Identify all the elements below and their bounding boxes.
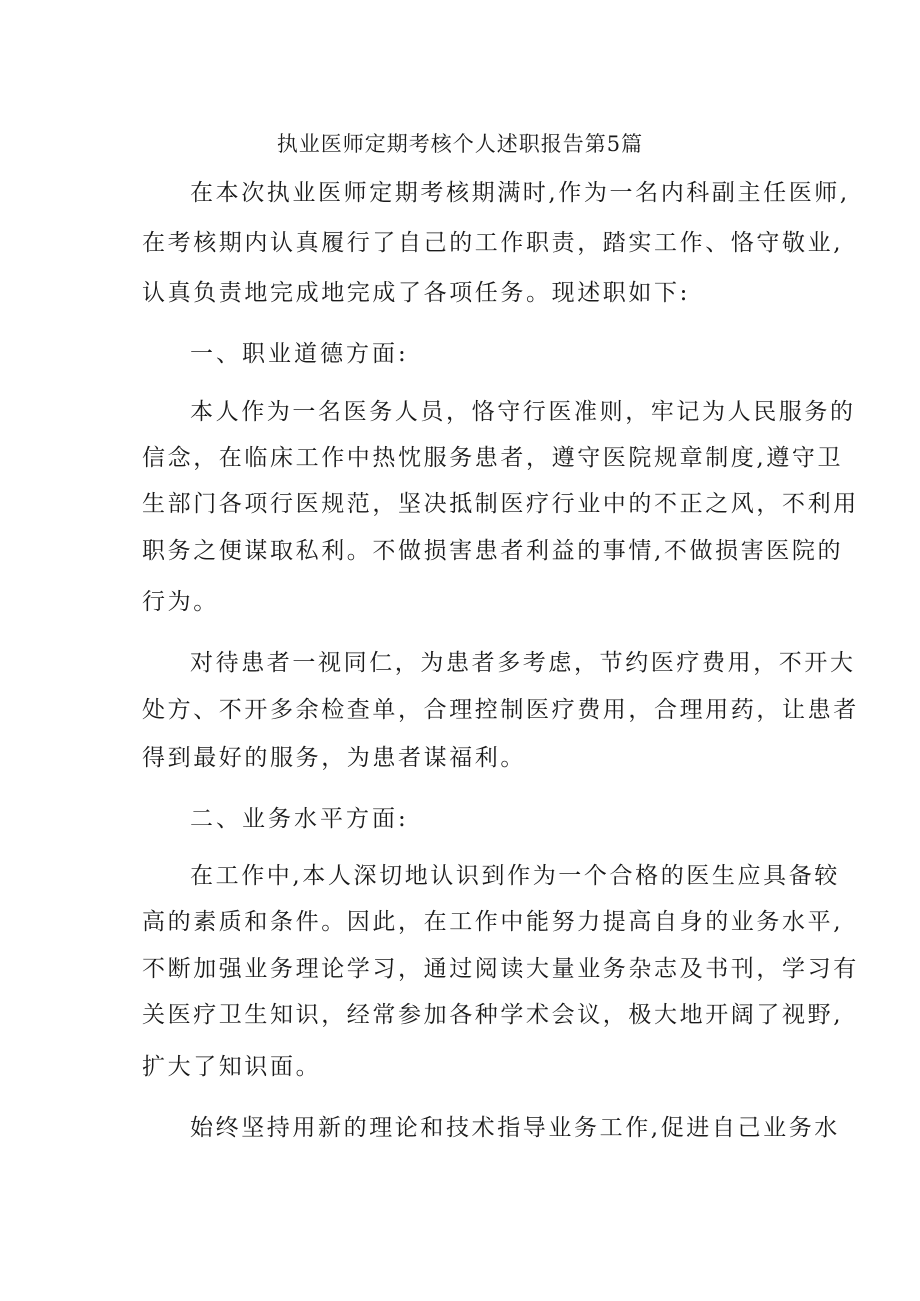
paragraph-line: 在本次执业医师定期考核期满时,作为一名内科副主任医师, xyxy=(190,180,850,206)
paragraph-line: 在工作中,本人深切地认识到作为一个合格的医生应具备较 xyxy=(190,863,840,889)
document-title: 执业医师定期考核个人述职报告第5篇 xyxy=(276,132,644,156)
paragraph-line: 得到最好的服务，为患者谋福利。 xyxy=(142,745,526,771)
paragraph-line: 对待患者一视同仁，为患者多考虑，节约医疗费用，不开大 xyxy=(190,650,856,676)
paragraph-line: 本人作为一名医务人员，恪守行医准则，牢记为人民服务的 xyxy=(190,399,856,425)
paragraph-line: 关医疗卫生知识，经常参加各种学术会议，极大地开阔了视野, xyxy=(142,1002,844,1028)
paragraph-line: 信念，在临床工作中热忱服务患者，遵守医院规章制度,遵守卫 xyxy=(142,445,844,471)
section-heading: 二、业务水平方面: xyxy=(190,806,409,832)
paragraph-line: 扩大了知识面。 xyxy=(142,1054,322,1080)
paragraph-line: 处方、不开多余检查单，合理控制医疗费用，合理用药，让患者 xyxy=(142,697,859,723)
section-heading: 一、职业道德方面: xyxy=(190,341,409,367)
paragraph-line: 始终坚持用新的理论和技术指导业务工作,促进自己业务水 xyxy=(190,1115,840,1141)
paragraph-line: 在考核期内认真履行了自己的工作职责，踏实工作、恪守敬业, xyxy=(142,230,844,256)
paragraph-line: 认真负责地完成地完成了各项任务。现述职如下: xyxy=(142,280,690,306)
paragraph-line: 高的素质和条件。因此，在工作中能努力提高自身的业务水平, xyxy=(142,909,844,935)
paragraph-line: 职务之便谋取私利。不做损害患者利益的事情,不做损害医院的 xyxy=(142,538,844,564)
paragraph-line: 生部门各项行医规范，坚决抵制医疗行业中的不正之风，不利用 xyxy=(142,491,859,517)
paragraph-line: 不断加强业务理论学习，通过阅读大量业务杂志及书刊，学习有 xyxy=(142,956,859,982)
paragraph-line: 行为。 xyxy=(142,589,219,615)
